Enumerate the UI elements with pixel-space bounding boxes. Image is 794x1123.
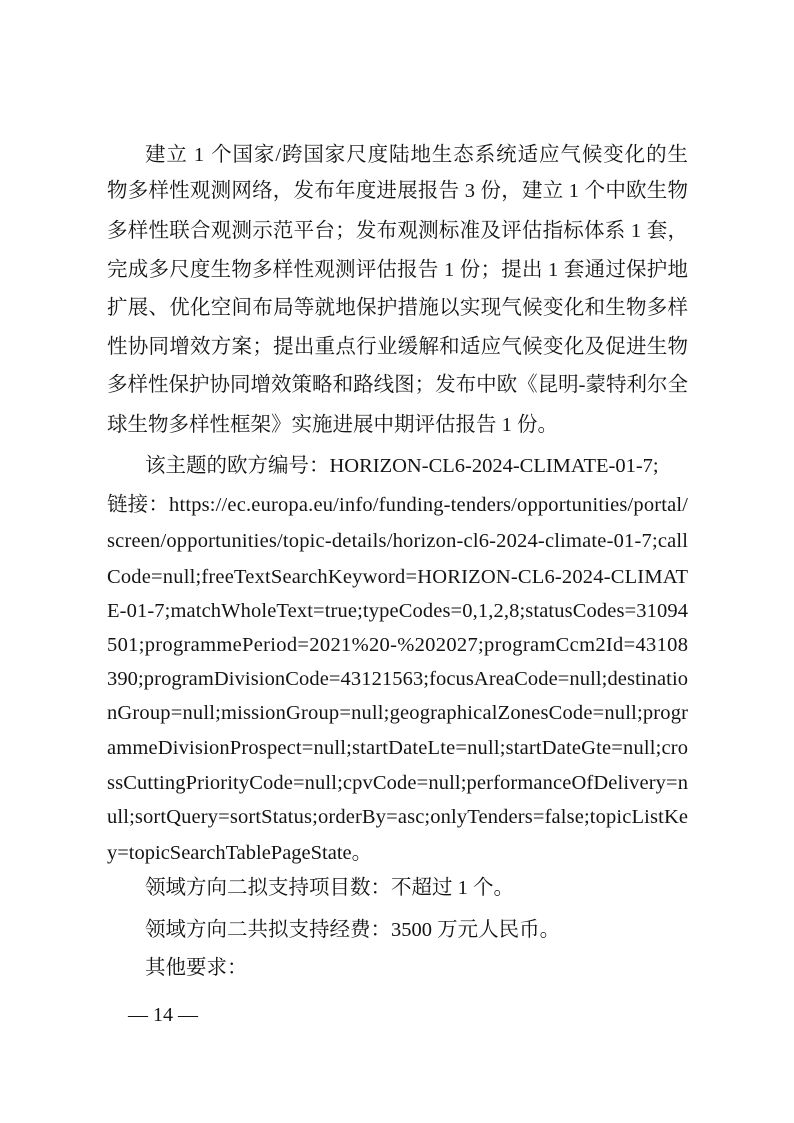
topic-url-line[interactable]: nGroup=null;missionGroup=null;geographicalZonesCode=null;progr <box>107 702 689 724</box>
body-text-line: 多样性保护协同增效策略和路线图；发布中欧《昆明-蒙特利尔全 <box>107 374 689 396</box>
topic-url-line[interactable]: ull;sortQuery=sortStatus;orderBy=asc;onlyTenders=false;topicListKe <box>107 806 689 828</box>
topic-url-line[interactable]: 501;programmePeriod=2021%20-%202027;programCcm2Id=43108 <box>107 634 689 656</box>
topic-url-line[interactable]: 390;programDivisionCode=43121563;focusAreaCode=null;destinatio <box>107 668 689 690</box>
body-text-line: 扩展、优化空间布局等就地保护措施以实现气候变化和生物多样 <box>107 297 689 319</box>
topic-url-line[interactable]: E-01-7;matchWholeText=true;typeCodes=0,1,2,8;statusCodes=31094 <box>107 600 689 622</box>
body-text-line: 多样性联合观测示范平台；发布观测标准及评估指标体系 1 套， <box>107 220 689 242</box>
topic-url-line[interactable]: 链接：https://ec.europa.eu/info/funding-tenders/opportunities/portal/ <box>107 494 689 516</box>
topic-url-line[interactable]: screen/opportunities/topic-details/horizon-cl6-2024-climate-01-7;call <box>107 530 689 552</box>
topic-url-line[interactable]: Code=null;freeTextSearchKeyword=HORIZON-CL6-2024-CLIMAT <box>107 566 689 588</box>
topic-url-line[interactable]: ammeDivisionProspect=null;startDateLte=null;startDateGte=null;cro <box>107 737 689 759</box>
body-text-line: 其他要求： <box>145 957 248 979</box>
body-text-line: 领域方向二共拟支持经费：3500 万元人民币。 <box>145 919 561 941</box>
body-text-line: 球生物多样性框架》实施进展中期评估报告 1 份。 <box>107 414 558 436</box>
body-text-line: 建立 1 个国家/跨国家尺度陆地生态系统适应气候变化的生 <box>145 144 689 166</box>
body-text-line: 性协同增效方案；提出重点行业缓解和适应气候变化及促进生物 <box>107 336 689 358</box>
body-text-line: 领域方向二拟支持项目数：不超过 1 个。 <box>145 877 514 899</box>
topic-code-line: 该主题的欧方编号：HORIZON-CL6-2024-CLIMATE-01-7; <box>145 455 659 477</box>
topic-url-line[interactable]: y=topicSearchTablePageState。 <box>107 842 373 864</box>
body-text-line: 完成多尺度生物多样性观测评估报告 1 份；提出 1 套通过保护地 <box>107 259 689 281</box>
page-number: — 14 — <box>128 1004 198 1026</box>
topic-url-line[interactable]: ssCuttingPriorityCode=null;cpvCode=null;performanceOfDelivery=n <box>107 772 689 794</box>
body-text-line: 物多样性观测网络，发布年度进展报告 3 份，建立 1 个中欧生物 <box>107 180 689 202</box>
